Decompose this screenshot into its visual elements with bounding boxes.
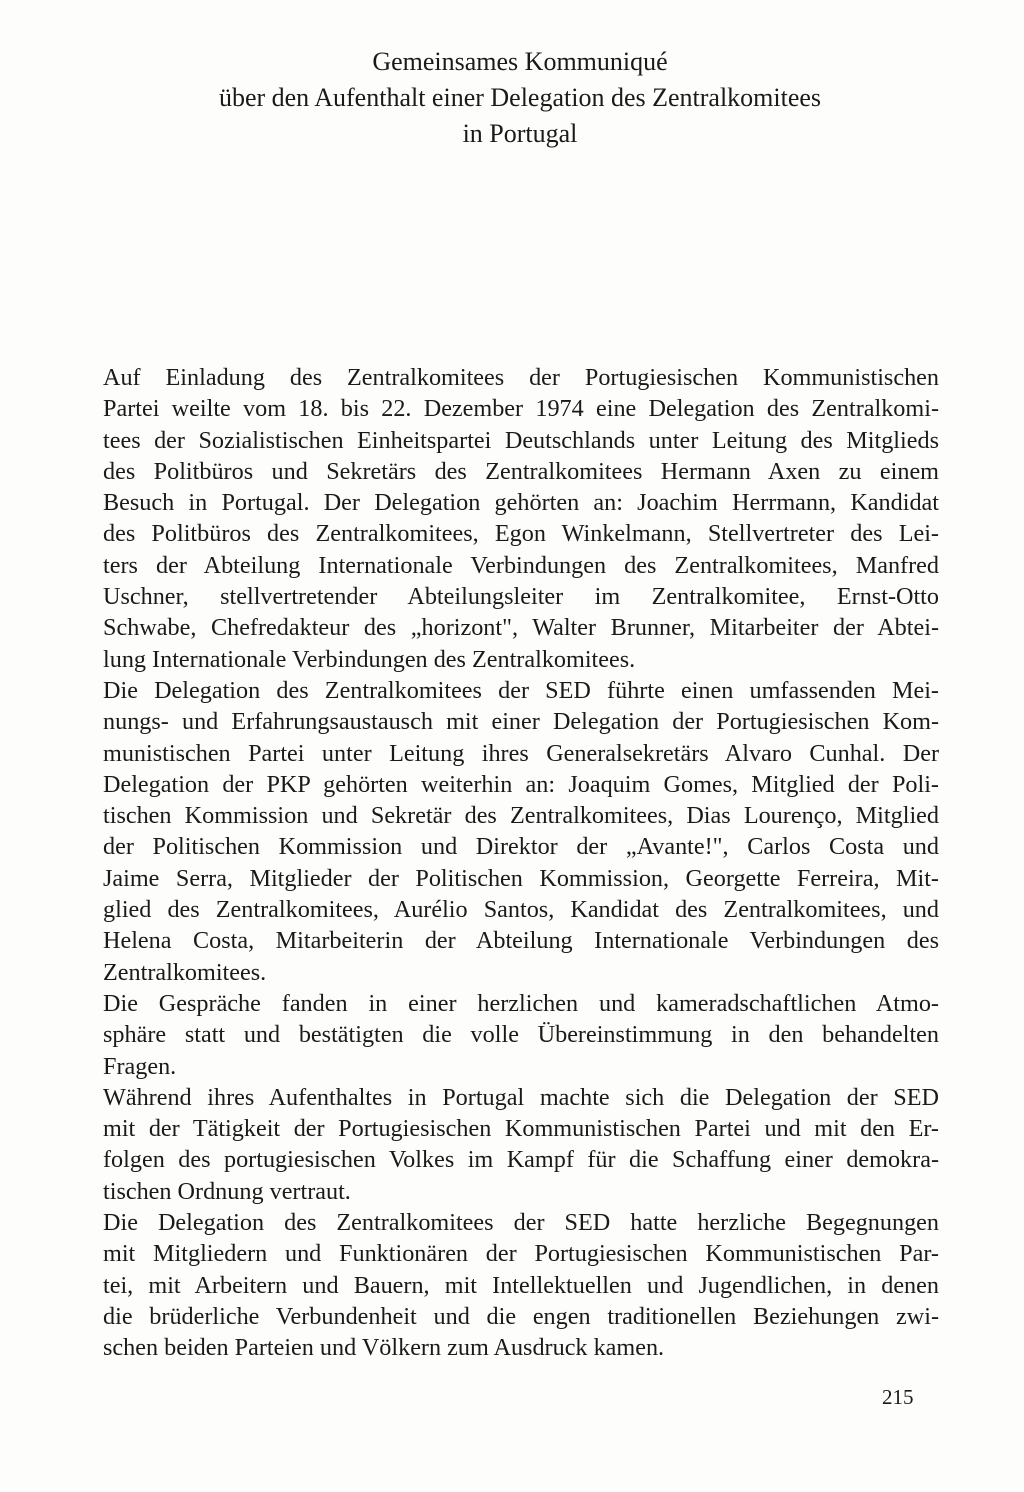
text-line: die brüderliche Verbundenheit und die engen traditionellen Beziehungen zwi- xyxy=(103,1302,939,1330)
text-line: ters der Abteilung Internationale Verbindungen des Zentralkomitees, Manfred xyxy=(103,551,939,579)
text-line: Die Delegation des Zentralkomitees der SED hatte herzliche Begegnungen xyxy=(103,1209,939,1237)
text-line: der Politischen Kommission und Direktor der „Avante!", Carlos Costa und xyxy=(103,833,939,861)
text-line: des Politbüros und Sekretärs des Zentralkomitees Hermann Axen zu einem xyxy=(103,457,939,485)
text-line: des Politbüros des Zentralkomitees, Egon Winkelmann, Stellvertreter des Lei- xyxy=(103,520,939,548)
text-line: Die Gespräche fanden in einer herzlichen und kameradschaftlichen Atmo- xyxy=(103,989,939,1017)
text-line: Helena Costa, Mitarbeiterin der Abteilung Internationale Verbindungen des xyxy=(103,927,939,955)
text-line: Jaime Serra, Mitglieder der Politischen Kommission, Georgette Ferreira, Mit- xyxy=(103,864,939,892)
title-line-2: über den Aufenthalt einer Delegation des Zentralkomitees xyxy=(218,83,822,112)
text-line: mit der Tätigkeit der Portugiesischen Kommunistischen Partei und mit den Er- xyxy=(103,1115,939,1143)
text-line: tischen Ordnung vertraut. xyxy=(103,1177,351,1205)
body-text xyxy=(103,362,939,1364)
text-line: folgen des portugiesischen Volkes im Kampf für die Schaffung einer demokra- xyxy=(103,1146,939,1174)
text-line: tischen Kommission und Sekretär des Zentralkomitees, Dias Lourenço, Mitglied xyxy=(103,802,939,830)
text-line: Die Delegation des Zentralkomitees der SED führte einen umfassenden Mei- xyxy=(103,676,939,704)
text-line: Auf Einladung des Zentralkomitees der Portugiesischen Kommunistischen xyxy=(103,364,939,391)
paragraph-5 xyxy=(103,1207,939,1363)
text-line: Besuch in Portugal. Der Delegation gehörten an: Joachim Herrmann, Kandidat xyxy=(103,489,939,517)
text-line: Delegation der PKP gehörten weiterhin an: Joaquim Gomes, Mitglied der Poli- xyxy=(103,770,939,798)
text-line: sphäre statt und bestätigten die volle Übereinstimmung in den behandelten xyxy=(103,1021,939,1049)
paragraph-2 xyxy=(103,675,939,988)
text-line: lung Internationale Verbindungen des Zentralkomitees. xyxy=(103,645,636,673)
text-line: munistischen Partei unter Leitung ihres Generalsekretärs Alvaro Cunhal. Der xyxy=(103,739,939,767)
text-line: nungs- und Erfahrungsaustausch mit einer Delegation der Portugiesischen Kom- xyxy=(103,708,939,736)
text-line: tei, mit Arbeitern und Bauern, mit Intellektuellen und Jugendlichen, in denen xyxy=(103,1271,939,1299)
paragraph-1 xyxy=(103,362,939,675)
text-line: Partei weilte vom 18. bis 22. Dezember 1974 eine Delegation des Zentralkomi- xyxy=(103,395,939,423)
text-line: schen beiden Parteien und Völkern zum Ausdruck kamen. xyxy=(103,1334,665,1362)
text-line: glied des Zentralkomitees, Aurélio Santos, Kandidat des Zentralkomitees, und xyxy=(103,896,939,924)
document-title xyxy=(100,44,940,152)
paragraph-4 xyxy=(103,1082,939,1207)
text-line: Zentralkomitees. xyxy=(103,958,267,986)
title-line-1: Gemeinsames Kommuniqué xyxy=(372,47,668,76)
text-line: tees der Sozialistischen Einheitspartei Deutschlands unter Leitung des Mitglieds xyxy=(103,426,939,454)
page-number: 215 xyxy=(882,1385,914,1409)
text-line: mit Mitgliedern und Funktionären der Portugiesischen Kommunistischen Par- xyxy=(103,1240,939,1268)
text-line: Schwabe, Chefredakteur des „horizont", Walter Brunner, Mitarbeiter der Abtei- xyxy=(103,614,939,642)
text-line: Während ihres Aufenthaltes in Portugal machte sich die Delegation der SED xyxy=(103,1083,939,1111)
title-line-3: in Portugal xyxy=(462,119,578,148)
text-line: Uschner, stellvertretender Abteilungsleiter im Zentralkomitee, Ernst-Otto xyxy=(103,583,939,611)
text-line: Fragen. xyxy=(103,1052,177,1080)
paragraph-3 xyxy=(103,988,939,1082)
